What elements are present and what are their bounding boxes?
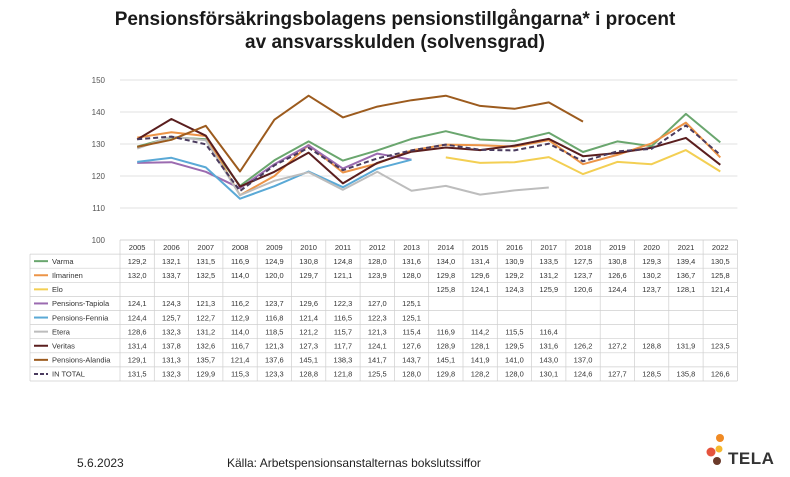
- data-label: 121,4: [710, 285, 730, 295]
- x-tick-label: 2007: [197, 243, 215, 253]
- x-tick-label: 2018: [574, 243, 592, 253]
- data-label: 116,9: [230, 256, 250, 266]
- legend-label: Pensions-Fennia: [52, 313, 109, 323]
- data-label: 129,7: [299, 270, 319, 280]
- data-label: 128,0: [402, 270, 421, 280]
- legend-label: IN TOTAL: [52, 369, 85, 379]
- data-label: 124,1: [127, 299, 147, 309]
- data-label: 128,9: [436, 341, 456, 351]
- logo-dot-dark: [713, 457, 721, 465]
- logo-dot-orange: [716, 434, 724, 442]
- data-label: 114,0: [230, 270, 250, 280]
- data-label: 115,4: [402, 327, 421, 337]
- data-label: 126,2: [573, 341, 593, 351]
- x-tick-label: 2022: [711, 243, 729, 253]
- data-label: 124,9: [264, 256, 284, 266]
- data-label: 129,1: [127, 355, 147, 365]
- data-label: 124,8: [333, 256, 353, 266]
- data-label: 114,0: [230, 327, 250, 337]
- data-label: 112,9: [230, 313, 250, 323]
- y-tick-label: 150: [91, 76, 105, 85]
- data-label: 128,0: [505, 369, 524, 379]
- data-label: 117,7: [333, 341, 353, 351]
- data-label: 116,4: [539, 327, 558, 337]
- data-label: 131,6: [402, 256, 421, 266]
- data-label: 124,1: [470, 285, 490, 295]
- data-label: 132,3: [162, 369, 181, 379]
- y-tick-label: 110: [92, 204, 105, 213]
- data-label: 128,8: [299, 369, 319, 379]
- data-label: 137,0: [573, 355, 593, 365]
- logo-dot-red: [707, 448, 716, 457]
- data-label: 133,7: [162, 270, 181, 280]
- data-label: 130,2: [642, 270, 662, 280]
- data-label: 121,3: [367, 327, 387, 337]
- x-tick-label: 2016: [506, 243, 523, 253]
- data-label: 125,8: [436, 285, 456, 295]
- chart-title-line1: Pensionsförsäkringsbolagens pensionstillgångarna* i procent: [114, 9, 676, 30]
- y-axis: [92, 76, 106, 245]
- data-label: 130,5: [710, 256, 730, 266]
- data-label: 116,2: [230, 299, 250, 309]
- data-label: 133,5: [539, 256, 559, 266]
- data-label: 123,3: [264, 369, 284, 379]
- data-label: 123,9: [367, 270, 387, 280]
- data-label: 125,5: [367, 369, 387, 379]
- data-label: 123,7: [573, 270, 593, 280]
- data-label: 122,7: [196, 313, 216, 323]
- data-label: 131,5: [127, 369, 147, 379]
- data-label: 128,1: [676, 285, 696, 295]
- logo-dot-yellow: [716, 446, 723, 453]
- data-label: 135,8: [676, 369, 696, 379]
- data-label: 135,7: [196, 355, 216, 365]
- data-label: 124,4: [607, 285, 627, 295]
- data-label: 132,5: [196, 270, 216, 280]
- data-label: 116,7: [230, 341, 250, 351]
- data-label: 125,9: [539, 285, 559, 295]
- data-label: 129,2: [127, 256, 147, 266]
- data-label: 137,8: [162, 341, 181, 351]
- x-tick-label: 2013: [403, 243, 420, 253]
- data-label: 129,2: [505, 270, 524, 280]
- data-label: 121,4: [299, 313, 319, 323]
- data-label: 129,6: [299, 299, 319, 309]
- data-label: 128,0: [402, 369, 421, 379]
- data-label: 136,7: [676, 270, 696, 280]
- data-label: 127,0: [367, 299, 387, 309]
- data-label: 131,2: [539, 270, 559, 280]
- data-label: 129,8: [436, 270, 456, 280]
- footer-source: Källa: Arbetspensionsanstalternas bokslutssiffor: [227, 456, 481, 470]
- data-label: 116,9: [436, 327, 455, 337]
- data-label: 116,5: [333, 313, 353, 323]
- data-label: 125,1: [402, 313, 421, 323]
- legend-label: Etera: [52, 327, 70, 337]
- data-label: 132,1: [162, 256, 181, 266]
- x-tick-label: 2005: [128, 243, 146, 253]
- data-label: 120,6: [573, 285, 593, 295]
- chart-gridlines: [120, 80, 737, 240]
- data-label: 130,8: [299, 256, 319, 266]
- legend-label: Veritas: [52, 341, 75, 351]
- data-label: 129,3: [642, 256, 662, 266]
- x-tick-label: 2011: [334, 243, 352, 253]
- data-label: 120,0: [264, 270, 284, 280]
- data-label: 121,1: [333, 270, 353, 280]
- data-label: 143,7: [402, 355, 421, 365]
- data-label: 115,7: [333, 327, 353, 337]
- legend-label: Pensions-Alandia: [52, 355, 111, 365]
- data-label: 115,3: [230, 369, 250, 379]
- footer-date: 5.6.2023: [77, 456, 124, 470]
- data-label: 130,8: [607, 256, 627, 266]
- legend-label: Elo: [52, 285, 63, 295]
- x-tick-label: 2012: [368, 243, 386, 253]
- x-tick-label: 2020: [643, 243, 660, 253]
- data-label: 138,3: [333, 355, 353, 365]
- data-label: 128,1: [470, 341, 490, 351]
- data-label: 121,2: [299, 327, 319, 337]
- series-line-veritas: [137, 119, 720, 187]
- data-label: 121,4: [230, 355, 250, 365]
- data-label: 128,8: [642, 341, 662, 351]
- data-label: 122,3: [367, 313, 387, 323]
- data-table: [30, 240, 737, 381]
- y-tick-label: 130: [91, 140, 105, 149]
- data-label: 131,3: [162, 355, 181, 365]
- data-label: 130,1: [539, 369, 559, 379]
- data-label: 131,9: [676, 341, 696, 351]
- data-label: 115,5: [505, 327, 524, 337]
- x-tick-label: 2014: [437, 243, 455, 253]
- x-tick-label: 2021: [677, 243, 695, 253]
- data-label: 125,1: [402, 299, 421, 309]
- y-tick-label: 140: [91, 108, 105, 117]
- chart-series: [137, 96, 720, 199]
- legend-label: Ilmarinen: [52, 270, 83, 280]
- data-label: 127,6: [402, 341, 421, 351]
- x-tick-label: 2010: [300, 243, 317, 253]
- x-tick-label: 2006: [163, 243, 180, 253]
- data-label: 128,2: [470, 369, 490, 379]
- data-label: 129,6: [470, 270, 490, 280]
- data-label: 121,3: [196, 299, 216, 309]
- x-tick-label: 2009: [266, 243, 283, 253]
- data-label: 127,5: [573, 256, 593, 266]
- x-tick-label: 2015: [471, 243, 489, 253]
- data-label: 129,9: [196, 369, 216, 379]
- data-label: 139,4: [676, 256, 696, 266]
- logo-text: TELA: [728, 449, 775, 468]
- data-label: 131,2: [196, 327, 216, 337]
- data-label: 126,6: [710, 369, 730, 379]
- legend-label: Pensions-Tapiola: [52, 299, 110, 309]
- data-label: 116,8: [265, 313, 284, 323]
- data-label: 131,4: [470, 256, 490, 266]
- data-label: 122,3: [333, 299, 353, 309]
- data-label: 141,7: [367, 355, 387, 365]
- data-label: 128,0: [367, 256, 387, 266]
- data-label: 124,3: [505, 285, 524, 295]
- data-label: 127,2: [607, 341, 627, 351]
- data-label: 128,6: [127, 327, 147, 337]
- data-label: 131,5: [196, 256, 216, 266]
- data-label: 126,6: [607, 270, 627, 280]
- x-tick-label: 2019: [609, 243, 626, 253]
- data-label: 125,7: [162, 313, 181, 323]
- legend-label: Varma: [52, 256, 74, 266]
- y-tick-label: 120: [91, 172, 105, 181]
- data-label: 121,8: [333, 369, 353, 379]
- data-label: 131,4: [127, 341, 147, 351]
- data-label: 131,6: [539, 341, 559, 351]
- data-label: 145,1: [436, 355, 456, 365]
- data-label: 123,7: [264, 299, 284, 309]
- chart-title-line2: av ansvarsskulden (solvensgrad): [245, 32, 545, 53]
- data-label: 132,0: [127, 270, 147, 280]
- data-label: 132,3: [162, 327, 181, 337]
- data-label: 118,5: [265, 327, 284, 337]
- data-label: 141,9: [470, 355, 490, 365]
- data-label: 132,6: [196, 341, 216, 351]
- data-label: 123,5: [710, 341, 730, 351]
- data-label: 128,5: [642, 369, 662, 379]
- data-label: 124,4: [127, 313, 147, 323]
- data-label: 137,6: [264, 355, 284, 365]
- data-label: 129,8: [436, 369, 456, 379]
- data-label: 134,0: [436, 256, 456, 266]
- data-label: 124,1: [367, 341, 387, 351]
- data-label: 145,1: [299, 355, 319, 365]
- data-label: 141,0: [505, 355, 524, 365]
- x-tick-label: 2017: [540, 243, 558, 253]
- y-tick-label: 100: [91, 236, 105, 245]
- data-label: 125,8: [710, 270, 730, 280]
- data-label: 124,3: [162, 299, 181, 309]
- data-label: 123,7: [642, 285, 662, 295]
- data-label: 127,3: [299, 341, 319, 351]
- data-label: 129,5: [505, 341, 524, 351]
- data-label: 114,2: [471, 327, 490, 337]
- data-label: 121,3: [264, 341, 284, 351]
- data-label: 143,0: [539, 355, 559, 365]
- data-label: 127,7: [607, 369, 627, 379]
- x-tick-label: 2008: [231, 243, 249, 253]
- data-label: 124,6: [573, 369, 593, 379]
- data-label: 130,9: [505, 256, 524, 266]
